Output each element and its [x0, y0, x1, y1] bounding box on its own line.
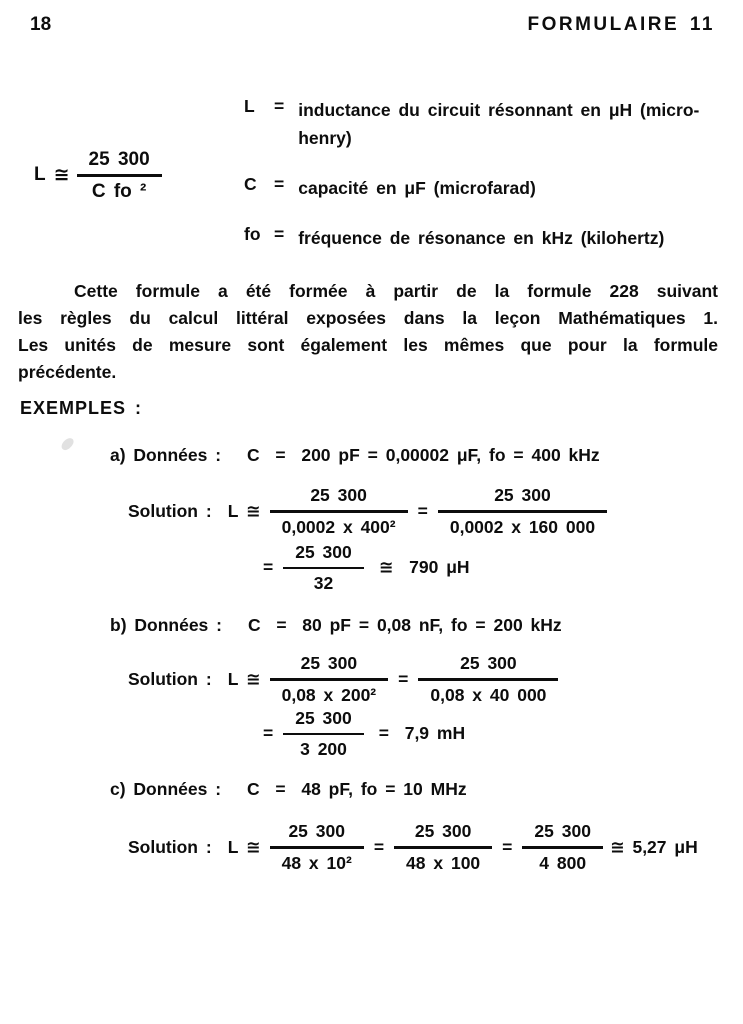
fraction-bar: [270, 846, 364, 849]
solution-lhs: L ≅: [227, 836, 261, 857]
example-c-donnees: [110, 779, 743, 800]
fraction-numerator: 25 300: [534, 821, 591, 841]
definition-text-line: fréquence de résonance en kHz (kilohertz): [298, 228, 665, 248]
symbol-definitions: [244, 96, 743, 252]
fraction: [270, 652, 389, 707]
examples-heading: EXEMPLES :: [20, 398, 143, 418]
fraction-numerator: 25 300: [494, 485, 551, 505]
fraction: [283, 541, 364, 596]
solution-lhs: L ≅: [227, 500, 261, 521]
fraction-denominator: 4 800: [539, 852, 587, 873]
equals-sign: =: [274, 174, 285, 194]
fraction-bar: [394, 846, 492, 849]
solution-lhs: L ≅: [227, 668, 261, 689]
fraction-numerator: 25 300: [295, 707, 352, 728]
example-a-solution-line1: [128, 484, 743, 539]
equals-sign: =: [417, 500, 428, 521]
solution-result: ≅ 5,27 μH: [609, 836, 698, 857]
definition-text: [298, 174, 536, 202]
fraction-denominator: 0,0002 x 400²: [281, 516, 396, 537]
example-data: C = 200 pF = 0,00002 μF, fo = 400 kHz: [247, 445, 600, 465]
fraction-denominator: 48 x 100: [406, 852, 481, 873]
example-label: c) Données :: [110, 779, 222, 799]
definition-symbol: C: [244, 174, 257, 194]
fraction-numerator: 25 300: [288, 821, 345, 841]
main-formula: [34, 148, 167, 203]
fraction: [418, 652, 558, 707]
example-b-solution-line1: [128, 652, 743, 707]
formula-section: [0, 96, 743, 252]
approx-equal-sign: ≅: [53, 164, 70, 186]
solution-result: = 7,9 mH: [378, 723, 466, 744]
fraction-denominator: 0,0002 x 160 000: [449, 516, 596, 537]
definition-text-line: henry): [298, 128, 352, 148]
fraction-numerator: 25 300: [460, 653, 517, 673]
fraction: [283, 707, 364, 762]
definition-symbol: L: [244, 96, 255, 116]
definition-symbol: fo: [244, 224, 261, 244]
scan-artifact: [60, 436, 76, 453]
definition-text: [298, 224, 664, 252]
page-title: FORMULAIRE 11: [527, 14, 715, 35]
fraction-bar: [270, 510, 408, 513]
example-data: C = 48 pF, fo = 10 MHz: [247, 779, 467, 799]
paragraph-line: Cette formule a été formée à partir de la formule 228 suivant: [74, 281, 718, 301]
solution-label: Solution :: [128, 836, 212, 857]
page-number: 18: [30, 14, 52, 35]
fraction: [438, 484, 607, 539]
example-b-donnees: [110, 615, 743, 636]
fraction-bar: [270, 678, 389, 681]
example-label: a) Données :: [110, 445, 222, 465]
fraction-bar: [438, 510, 607, 513]
main-formula-fraction: [77, 148, 162, 203]
paragraph-line: Les unités de mesure sont également les mêmes que pour la formule: [18, 335, 718, 355]
fraction: [394, 820, 492, 875]
fraction-bar: [418, 678, 558, 681]
solution-label: Solution :: [128, 500, 212, 521]
equals-sign: =: [274, 96, 285, 116]
definition-text-line: inductance du circuit résonnant en μH (micro-: [298, 100, 700, 120]
solution-label: Solution :: [128, 668, 212, 689]
formula-lhs: L: [34, 164, 46, 186]
fraction-numerator: 25 300: [88, 149, 150, 170]
equals-sign: =: [398, 668, 409, 689]
equals-sign: =: [502, 836, 513, 857]
fraction-denominator: 32: [313, 573, 334, 593]
fraction-denominator: C fo ²: [91, 180, 147, 202]
example-data: C = 80 pF = 0,08 nF, fo = 200 kHz: [247, 615, 562, 635]
page-header: [0, 0, 743, 36]
fraction-bar: [522, 846, 603, 849]
definition-fo: [244, 224, 743, 252]
fraction-numerator: 25 300: [300, 653, 358, 673]
definition-text-line: capacité en μF (microfarad): [298, 178, 536, 198]
definition-C: [244, 174, 743, 202]
fraction: [270, 820, 364, 875]
equals-sign: =: [263, 723, 274, 744]
paragraph-line: précédente.: [18, 362, 117, 382]
example-b-solution-line2: [258, 707, 743, 762]
example-a-donnees: [110, 445, 743, 466]
fraction: [270, 484, 408, 539]
fraction-numerator: 25 300: [414, 821, 472, 841]
example-c-solution: [128, 820, 743, 875]
fraction-bar: [283, 733, 364, 736]
equals-sign: =: [373, 836, 385, 857]
definition-text: [298, 96, 699, 152]
example-label: b) Données :: [110, 615, 222, 635]
paragraph-line: les règles du calcul littéral exposées dans la leçon Mathématiques 1.: [18, 308, 718, 328]
fraction-numerator: 25 300: [295, 541, 352, 562]
equals-sign: =: [274, 224, 285, 244]
equals-sign: =: [263, 557, 274, 578]
fraction-bar: [77, 174, 162, 177]
fraction-denominator: 48 x 10²: [281, 852, 352, 873]
intro-paragraph: [18, 278, 718, 386]
fraction-denominator: 0,08 x 200²: [281, 684, 377, 705]
fraction: [522, 820, 603, 875]
fraction-denominator: 3 200: [300, 739, 347, 759]
solution-result: ≅ 790 μH: [378, 557, 470, 578]
example-a-solution-line2: [258, 541, 743, 596]
fraction-bar: [283, 567, 364, 570]
fraction-numerator: 25 300: [310, 485, 367, 505]
definition-L: [244, 96, 743, 152]
fraction-denominator: 0,08 x 40 000: [430, 684, 547, 705]
